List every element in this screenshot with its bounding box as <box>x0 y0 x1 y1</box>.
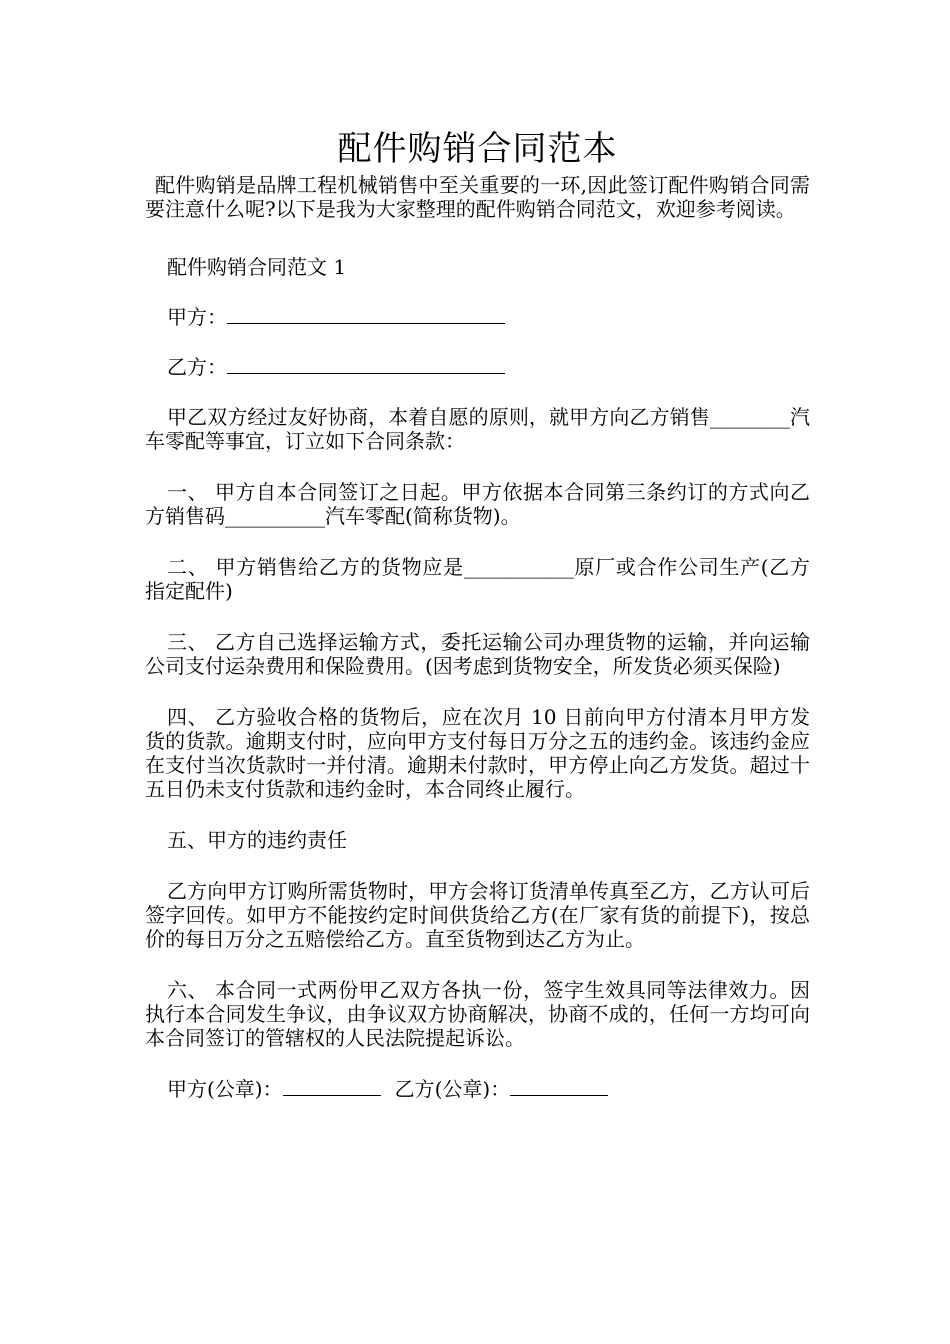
clause-2: 二、 甲方销售给乙方的货物应是___________原厂或合作公司生产(乙方指定配件) <box>145 555 810 603</box>
party-a-label: 甲方： <box>167 305 227 329</box>
sign-b-blank[interactable] <box>510 1077 608 1096</box>
party-b-row <box>145 355 810 379</box>
clause-5-body: 乙方向甲方订购所需货物时，甲方会将订货清单传真至乙方，乙方认可后签字回传。如甲方不能按约定时间供货给乙方(在厂家有货的前提下)，按总价的每日万分之五赔偿给乙方。直至货物到达乙方为止。 <box>145 879 810 951</box>
party-b-label: 乙方： <box>167 355 227 379</box>
party-a-row <box>145 305 810 329</box>
document-page <box>145 125 810 1101</box>
clause-1: 一、 甲方自本合同签订之日起。甲方依据本合同第三条约订的方式向乙方销售码__________汽车零配(简称货物)。 <box>145 480 810 528</box>
clause-4: 四、 乙方验收合格的货物后，应在次月 10 日前向甲方付清本月甲方发货的货款。逾期支付时，应向甲方支付每日万分之五的违约金。该违约金应在支付当次货款时一并付清。逾期未付款时，甲方停止向乙方发货。超过十五日仍未支付货款和违约金时，本合同终止履行。 <box>145 705 810 801</box>
document-title: 配件购销合同范本 <box>337 129 618 169</box>
sign-a-blank[interactable] <box>283 1077 381 1096</box>
signature-row <box>145 1077 810 1101</box>
sign-b-label: 乙方(公章)： <box>394 1077 511 1101</box>
clause-3: 三、 乙方自己选择运输方式，委托运输公司办理货物的运输，并向运输公司支付运杂费用和保险费用。(因考虑到货物安全，所发货必须买保险) <box>145 630 810 678</box>
party-a-blank[interactable] <box>227 305 505 324</box>
clause-5-heading: 五、甲方的违约责任 <box>167 828 347 852</box>
section-subtitle: 配件购销合同范文 1 <box>167 255 347 279</box>
preamble-paragraph: 甲乙双方经过友好协商，本着自愿的原则，就甲方向乙方销售________汽车零配等事宜，订立如下合同条款： <box>145 405 810 453</box>
intro-paragraph: 配件购销是品牌工程机械销售中至关重要的一环,因此签订配件购销合同需要注意什么呢?以下是我为大家整理的配件购销合同范文，欢迎参考阅读。 <box>145 173 810 221</box>
clause-6: 六、 本合同一式两份甲乙双方各执一份，签字生效具同等法律效力。因执行本合同发生争议，由争议双方协商解决，协商不成的，任何一方均可向本合同签订的管辖权的人民法院提起诉讼。 <box>145 978 810 1050</box>
sign-a-label: 甲方(公章)： <box>167 1077 283 1101</box>
party-b-blank[interactable] <box>227 355 505 374</box>
